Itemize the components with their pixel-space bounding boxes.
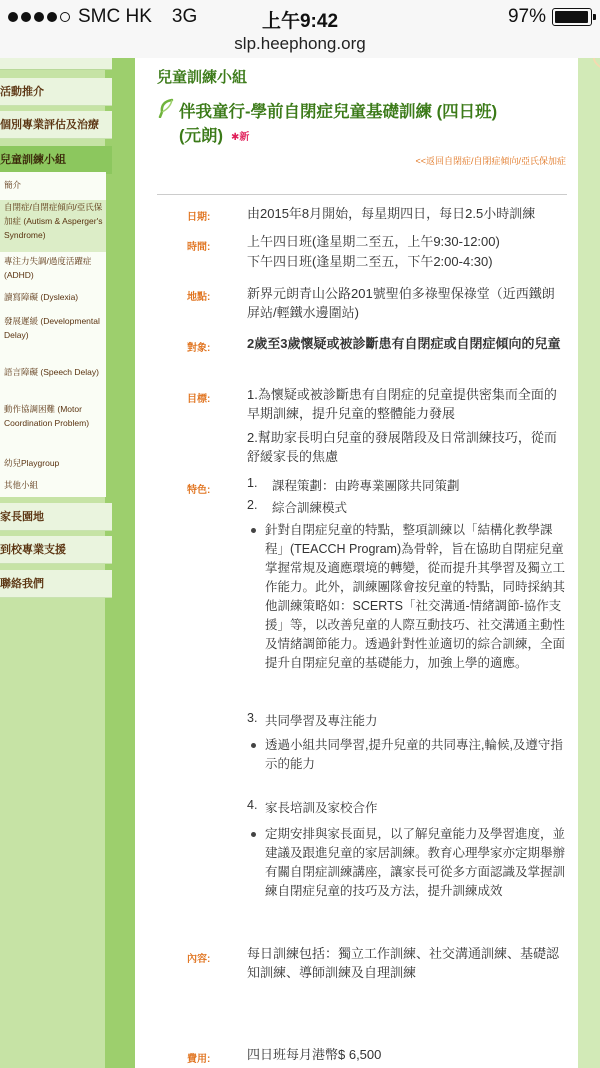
feature-1-text: 課程策劃：由跨專業團隊共同策劃 <box>272 479 460 493</box>
feature-3-detail: 透過小組共同學習,提升兒童的共同專注,輪候,及遵守指示的能力 <box>265 738 563 771</box>
fee-value: 四日班每月港幣$ 6,500 <box>247 1047 382 1062</box>
feature-3-number: 3. <box>247 711 258 725</box>
feature-4-text: 家長培訓及家校合作 <box>265 801 378 815</box>
target-value: 2歲至3歲懷疑或被診斷患有自閉症或自閉症傾向的兒童 <box>247 336 561 351</box>
web-page <box>0 58 600 1068</box>
date-value: 由2015年8月開始，每星期四日，每日2.5小時訓練 <box>247 206 536 221</box>
sidebar-item-contact-us[interactable]: 聯絡我們 <box>0 570 112 598</box>
star-icon: ✱ <box>231 132 240 143</box>
content-value: 每日訓練包括：獨立工作訓練、社交溝通訓練、基礎認知訓練、導師訓練及自理訓練 <box>247 946 560 980</box>
venue-label: 地點: <box>187 292 211 303</box>
submenu-item-autism[interactable]: 自閉症/自閉症傾向/亞氏保加症 (Autism & Asperger's Syndrome) <box>0 200 106 252</box>
url-text: slp.heephong.org <box>234 34 366 53</box>
back-link[interactable]: <<返回自閉症/自閉症傾向/亞氏保加症 <box>415 156 566 166</box>
sidebar-item-school-support[interactable]: 到校專業支援 <box>0 536 112 564</box>
submenu-item-developmental-delay[interactable]: 發展遲緩 (Developmental Delay) <box>4 316 100 340</box>
sidebar-item-parents-corner[interactable]: 家長園地 <box>0 503 112 531</box>
time-value-afternoon: 下午四日班(逢星期二至五，下午2:00-4:30) <box>247 254 493 269</box>
sidebar-item-assessment[interactable]: 個別專業評估及治療 <box>0 111 112 139</box>
feature-1-number: 1. <box>247 476 258 490</box>
feature-4-number: 4. <box>247 798 258 812</box>
leaf-icon <box>157 98 175 118</box>
submenu-item-speech-delay[interactable]: 語言障礙 (Speech Delay) <box>4 367 99 377</box>
network-type: 3G <box>171 6 198 27</box>
time-label: 時間: <box>187 242 211 253</box>
submenu-item-dyslexia[interactable]: 讀寫障礙 (Dyslexia) <box>4 292 79 302</box>
submenu-item-other-groups[interactable]: 其他小組 <box>4 480 39 490</box>
section-title: 兒童訓練小組 <box>157 69 248 86</box>
submenu-item-playgroup[interactable]: 幼兒Playgroup <box>4 458 60 468</box>
feature-label: 特色: <box>187 485 211 496</box>
main-content <box>135 58 578 1068</box>
goal-label: 目標: <box>187 394 211 405</box>
submenu-item-intro[interactable]: 簡介 <box>4 180 22 190</box>
clock: 上午9:42 <box>261 11 339 32</box>
status-bar <box>0 0 600 34</box>
battery-percent: 97% <box>507 6 546 27</box>
bullet-icon <box>251 528 256 533</box>
course-title: 伴我童行-學前自閉症兒童基礎訓練 (四日班) <box>179 103 498 121</box>
feature-2-detail: 針對自閉症兒童的特點，整項訓練以「結構化教學課程」(TEACCH Program)為骨幹，旨在協助自閉症兒童掌握常規及適應環境的轉變，從而提升其學習及獨立工作能力。此外，訓練團隊會按兒童的特點，同時採納其他訓練策略如：SCERTS「社交溝通-情緒調節-協作支援」等，以改善兒童的人際互動技巧、社交溝通主動性及情緒調節能力。透過針對性並適切的綜合訓練，全面提升自閉症兒童的基礎能力，加強上學的適應。 <box>265 523 566 670</box>
bullet-icon <box>251 832 256 837</box>
date-label: 日期: <box>187 212 211 223</box>
target-label: 對象: <box>187 343 211 354</box>
feature-2-text: 綜合訓練模式 <box>272 501 348 515</box>
submenu-item-adhd[interactable]: 專注力失調/過度活躍症 (ADHD) <box>4 256 92 280</box>
divider <box>157 194 567 195</box>
venue-value: 新界元朗青山公路201號聖伯多祿聖保祿堂（近西鐵朗屏站/輕鐵水邊圍站) <box>247 286 555 320</box>
time-value-morning: 上午四日班(逢星期二至五，上午9:30-12:00) <box>247 234 500 249</box>
url-bar[interactable] <box>0 34 600 58</box>
sidebar-item-activities[interactable]: 活動推介 <box>0 78 112 106</box>
battery-icon <box>552 8 592 26</box>
sidebar-submenu <box>0 172 106 497</box>
submenu-item-motor-coordination[interactable]: 動作協調困難 (Motor Coordination Problem) <box>4 404 90 428</box>
feature-4-detail: 定期安排與家長面見，以了解兒童能力及學習進度，並建議及跟進兒童的家居訓練。教育心理學家亦定期舉辦有關自閉症訓練講座，讓家長可從多方面認識及掌握訓練自閉症兒童的技巧及方法，提升訓練成效 <box>265 827 566 898</box>
new-badge: ✱新 <box>231 132 250 143</box>
content-label: 內容: <box>187 954 211 965</box>
goal-1: 1.為懷疑或被診斷患有自閉症的兒童提供密集而全面的早期訓練，提升兒童的整體能力發展 <box>247 387 557 421</box>
goal-2: 2.幫助家長明白兒童的發展階段及日常訓練技巧，從而舒緩家長的焦慮 <box>247 430 557 464</box>
course-location: (元朗) <box>179 127 223 145</box>
fee-label: 費用: <box>187 1054 211 1065</box>
bullet-icon <box>251 743 256 748</box>
feature-3-text: 共同學習及專注能力 <box>265 714 378 728</box>
feature-2-number: 2. <box>247 498 258 512</box>
sidebar-item-training-groups[interactable]: 兒童訓練小組 <box>0 146 112 174</box>
carrier-name: SMC HK <box>78 6 152 27</box>
